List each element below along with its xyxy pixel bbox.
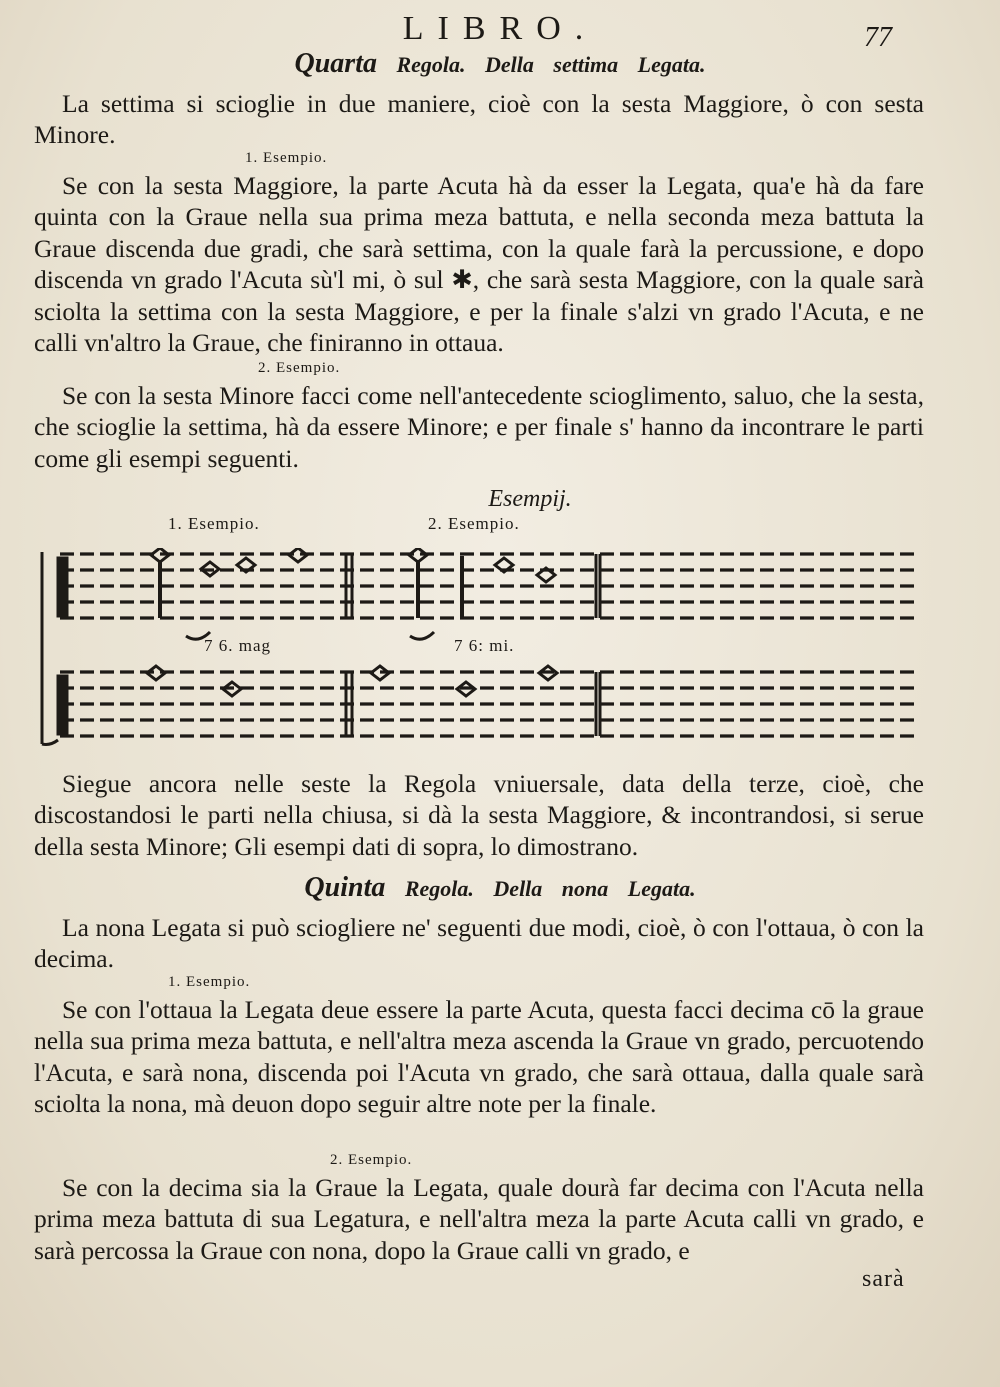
paragraph-1: La settima si scioglie in due maniere, cioè con la sesta Maggiore, ò con sesta Minore.: [34, 89, 924, 150]
running-header: LIBRO.: [402, 10, 598, 47]
example-label-4: 2. Esempio.: [330, 1152, 413, 1168]
rule-5-title: [0, 872, 1000, 904]
paragraph-6: Se con l'ottaua la Legata deue essere la parte Acuta, questa facci decima cō la graue nella sua prima meza battuta, e nell'altra meza ascenda la Graue vn grado, percuotendo l'Acuta, e sarà nona, discenda poi l'Acuta vn grado, che sarà ottaua, dalla quale sarà sciolta la nona, mà deuon dopo seguir altre note per la finale.: [34, 995, 924, 1119]
clef-sign-upper: [58, 558, 67, 616]
rule-4-title: [0, 48, 1000, 80]
paragraph-2: Se con la sesta Maggiore, la parte Acuta hà da esser la Legata, qua'e hà da fare quinta con la Graue nella sua prima meza battuta, e nella seconda meza battuta la Graue discenda due gradi, che sarà settima, con la quale farà la percussione, e dopo discenda vn grado l'Acuta sù'l mi, ò sul ✱, che sarà sesta Maggiore, con la quale sarà sciolta la settima con la sesta Maggiore, e per la finale s'alzi vn grado l'Acuta, e ne calli vn'altro la Graue, che finiranno in ottaua.: [34, 171, 924, 358]
paragraph-5: La nona Legata si può sciogliere ne' seguenti due modi, cioè, ò con l'ottaua, ò con la decima.: [34, 913, 924, 974]
example-label-3: 1. Esempio.: [168, 974, 251, 990]
rule-5-title-rest: Regola. Della nona Legata.: [404, 876, 696, 901]
rule-4-title-rest: Regola. Della settima Legata.: [396, 52, 706, 77]
catchword: sarà: [862, 1266, 905, 1292]
figure-figures-2: 7 6: mi.: [454, 636, 515, 655]
rule-4-title-lead: Quarta: [294, 48, 377, 79]
figure-example-1-label: 1. Esempio.: [168, 514, 260, 533]
page-number: 77: [864, 22, 892, 53]
example-label-2: 2. Esempio.: [258, 360, 341, 376]
figure-figures-1: 7 6. mag: [204, 636, 272, 655]
system-brace-hook: [42, 740, 58, 745]
rule-5-title-lead: Quinta: [304, 872, 386, 903]
tie-mark: [410, 632, 434, 639]
paragraph-4: Siegue ancora nelle seste la Regola vniuersale, data della terze, cioè, che discostandosi le parti nella chiusa, si dà la sesta Maggiore, & incontrandosi, si serue della sesta Minore; Gli esempi dati di sopra, lo dimostrano.: [34, 769, 924, 861]
example-label-1: 1. Esempio.: [245, 150, 328, 166]
paragraph-3: Se con la sesta Minore facci come nell'antecedente scioglimento, saluo, che la sesta, che scioglie la settima, hà da essere Minore; e per finale s' hanno da incontrare le parti come gli esempi seguenti.: [34, 381, 924, 473]
paragraph-7: Se con la decima sia la Graue la Legata, quale dourà far decima con l'Acuta nella prima meza battuta di sua Legatura, e nell'altra meza la parte Acuta calli vn grado, e sarà percossa la Graue con nona, dopo la Graue calli vn grado, e: [34, 1173, 924, 1265]
examples-heading: Esempij.: [488, 486, 572, 512]
clef-sign-lower: [58, 676, 67, 734]
figure-example-2-label: 2. Esempio.: [428, 514, 520, 533]
